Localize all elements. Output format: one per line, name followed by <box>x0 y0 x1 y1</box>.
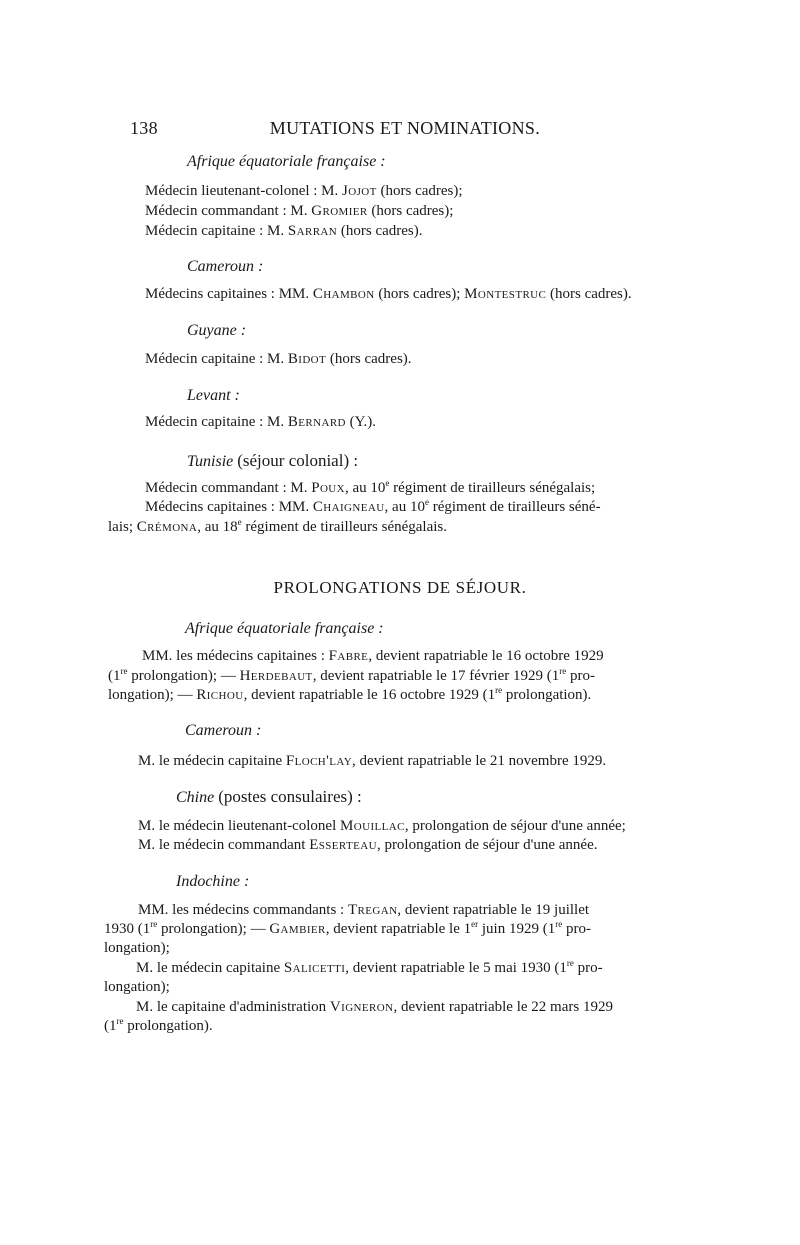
line-tunisie-1: Médecin commandant : M. Poux, au 10e régiment de tirailleurs sénégalais; <box>145 478 596 496</box>
officer-name: Floch'lay <box>285 753 353 769</box>
line-prolong-aef-3: longation); — Richou, devient rapatriable le 16 octobre 1929 (1re prolongation). <box>108 685 592 703</box>
heading-cameroun: Cameroun : <box>187 258 264 275</box>
line-levant-1: Médecin capitaine : M. Bernard (Y.). <box>145 414 377 430</box>
line-aef-2: Médecin commandant : M. Gromier (hors cadres); <box>145 203 454 219</box>
line-guyane-1: Médecin capitaine : M. Bidot (hors cadres). <box>145 351 412 367</box>
officer-name: Richou <box>196 687 244 703</box>
officer-name: Gromier <box>311 203 368 219</box>
heading-guyane: Guyane : <box>187 322 247 339</box>
page-number: 138 <box>130 118 158 138</box>
line-cameroun-1: Médecins capitaines : MM. Chambon (hors cadres); Montestruc (hors cadres). <box>145 286 632 302</box>
officer-name: Esserteau <box>309 837 377 853</box>
officer-name: Salicetti <box>283 960 346 976</box>
line-prolong-indochine-3: longation); <box>104 940 170 956</box>
line-prolong-indochine-4: M. le médecin capitaine Salicetti, devient rapatriable le 5 mai 1930 (1re pro- <box>136 958 603 976</box>
section-title-prolongations: PROLONGATIONS DE SÉJOUR. <box>273 578 527 597</box>
line-aef-1: Médecin lieutenant-colonel : M. Jojot (hors cadres); <box>145 183 463 199</box>
line-prolong-cameroun-1: M. le médecin capitaine Floch'lay, devient rapatriable le 21 novembre 1929. <box>138 753 607 769</box>
officer-name: Jojot <box>342 183 377 199</box>
heading-prolong-aef: Afrique équatoriale française : <box>185 620 384 637</box>
line-prolong-aef-2: (1re prolongation); — Herdebaut, devient rapatriable le 17 février 1929 (1re pro- <box>108 666 595 684</box>
officer-name: Mouillac <box>340 818 405 834</box>
heading-prolong-cameroun: Cameroun : <box>185 722 262 739</box>
officer-name: Tregan <box>347 902 398 918</box>
heading-prolong-indochine: Indochine : <box>176 873 250 890</box>
line-tunisie-3: lais; Crémona, au 18e régiment de tirailleurs sénégalais. <box>108 517 447 535</box>
heading-prolong-chine: Chine (postes consulaires) : <box>176 787 362 806</box>
officer-name: Montestruc <box>464 286 547 302</box>
officer-name: Herdebaut <box>239 668 313 684</box>
officer-name: Poux <box>311 480 345 496</box>
line-prolong-indochine-7: (1re prolongation). <box>104 1016 213 1034</box>
heading-levant: Levant : <box>187 387 240 404</box>
line-tunisie-2: Médecins capitaines : MM. Chaigneau, au 10e régiment de tirailleurs séné- <box>145 497 601 515</box>
line-prolong-indochine-1: MM. les médecins commandants : Tregan, devient rapatriable le 19 juillet <box>138 902 590 918</box>
officer-name: Vigneron <box>329 999 394 1015</box>
line-prolong-chine-2: M. le médecin commandant Esserteau, prolongation de séjour d'une année. <box>138 837 598 853</box>
officer-name: Chambon <box>312 286 375 302</box>
officer-name: Bidot <box>287 351 327 367</box>
line-prolong-indochine-2: 1930 (1re prolongation); — Gambier, devient rapatriable le 1er juin 1929 (1re pro- <box>104 919 591 937</box>
heading-aef: Afrique équatoriale française : <box>187 153 386 170</box>
officer-name: Chaigneau <box>312 499 385 515</box>
officer-name: Bernard <box>287 414 346 430</box>
line-prolong-chine-1: M. le médecin lieutenant-colonel Mouillac, prolongation de séjour d'une année; <box>138 818 626 834</box>
heading-tunisie: Tunisie (séjour colonial) : <box>187 451 359 470</box>
line-aef-3: Médecin capitaine : M. Sarran (hors cadres). <box>145 223 423 239</box>
running-title: MUTATIONS ET NOMINATIONS. <box>269 118 540 138</box>
officer-name: Fabre <box>328 648 369 664</box>
officer-name: Crémona <box>136 519 198 535</box>
officer-name: Sarran <box>287 223 338 239</box>
line-prolong-indochine-6: M. le capitaine d'administration Vigneron, devient rapatriable le 22 mars 1929 <box>136 999 613 1015</box>
line-prolong-aef-1: MM. les médecins capitaines : Fabre, devient rapatriable le 16 octobre 1929 <box>142 648 604 664</box>
line-prolong-indochine-5: longation); <box>104 979 170 995</box>
officer-name: Gambier <box>269 921 326 937</box>
